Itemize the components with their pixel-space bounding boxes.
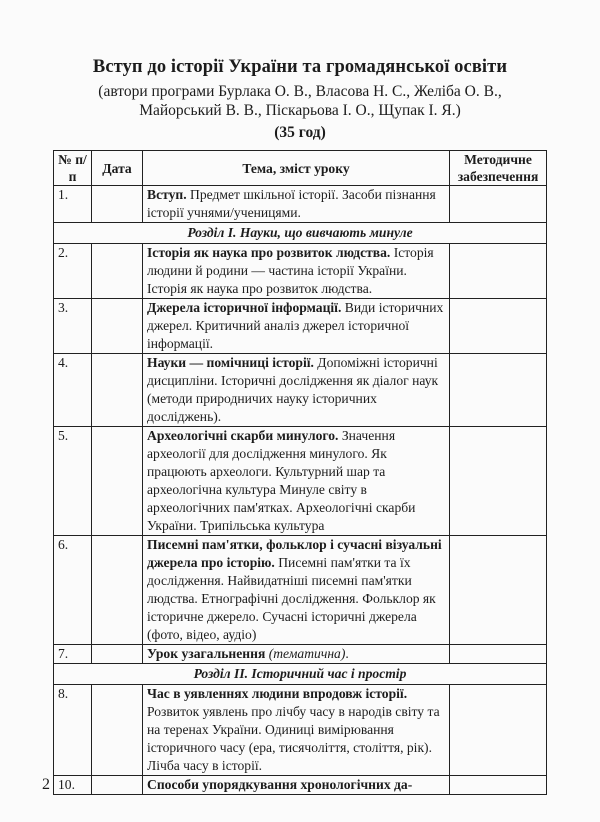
row-number: 7.	[54, 645, 92, 664]
row-date	[92, 244, 143, 299]
table-row	[54, 354, 547, 427]
header-date: Дата	[92, 151, 143, 186]
topic-heading: Науки — помічниці історії.	[147, 355, 314, 370]
row-topic	[143, 299, 450, 354]
table-row	[54, 685, 547, 776]
row-date	[92, 186, 143, 223]
row-method	[450, 685, 547, 776]
row-method	[450, 354, 547, 427]
row-date	[92, 645, 143, 664]
row-number: 1.	[54, 186, 92, 223]
row-topic	[143, 354, 450, 427]
topic-heading: Археологічні скарби минулого.	[147, 428, 339, 443]
row-topic	[143, 244, 450, 299]
topic-heading: Джерела історичної інформації.	[147, 300, 342, 315]
row-topic	[143, 186, 450, 223]
table-row	[54, 776, 547, 795]
row-date	[92, 427, 143, 536]
topic-content: .	[345, 646, 349, 661]
section-title: Розділ І. Науки, що вивчають минуле	[54, 223, 547, 244]
topic-heading: Історія як наука про розвиток людства.	[147, 245, 391, 260]
topic-heading: Вступ.	[147, 187, 187, 202]
row-number: 5.	[54, 427, 92, 536]
row-number: 8.	[54, 685, 92, 776]
topic-content: Розвиток уявлень про лічбу часу в народів світу та на теренах України. Одиниці вимірювання історичного часу (ера, тисячоліття, століття, рік). Лічба часу в історії.	[147, 704, 440, 773]
section-row	[54, 223, 547, 244]
page-title: Вступ до історії України та громадянської освіти	[92, 57, 508, 77]
header-method: Методичне забезпечення	[450, 151, 547, 186]
topic-content: Види історичних джерел. Критичний аналіз джерел історичної інформації.	[147, 300, 444, 351]
row-date	[92, 685, 143, 776]
table-row	[54, 186, 547, 223]
topic-heading: Урок узагальнення	[147, 646, 266, 661]
row-method	[450, 645, 547, 664]
topic-heading: Час в уявленнях людини впродовж історії.	[147, 686, 408, 701]
row-method	[450, 536, 547, 645]
row-date	[92, 299, 143, 354]
row-method	[450, 299, 547, 354]
table-row	[54, 244, 547, 299]
row-topic	[143, 776, 450, 795]
topic-heading: Писемні пам'ятки, фольклор і сучасні візуальні джерела про історію.	[147, 537, 442, 570]
header-num: № п/п	[54, 151, 92, 186]
section-row	[54, 664, 547, 685]
topic-content: Предмет шкільної історії. Засоби пізнання історії учнями/ученицями.	[147, 187, 436, 220]
row-topic	[143, 536, 450, 645]
row-number: 4.	[54, 354, 92, 427]
lesson-plan-table	[53, 150, 547, 795]
hours-total: (35 год)	[274, 124, 326, 141]
row-date	[92, 354, 143, 427]
table-header-row	[54, 151, 547, 186]
row-method	[450, 776, 547, 795]
topic-content: Допоміжні історичні дисципліни. Історичні дослідження як діалог наук (методи природничих науку історичних досліджень).	[147, 355, 439, 424]
table-row	[54, 645, 547, 664]
topic-content: Історія людини й родини — частина історії України. Історія як наука про розвиток людства.	[147, 245, 434, 296]
row-method	[450, 186, 547, 223]
row-method	[450, 244, 547, 299]
topic-note: (тематична)	[268, 646, 346, 661]
table-row	[54, 536, 547, 645]
topic-content: Писемні пам'ятки та їх дослідження. Найвидатніші писемні пам'ятки людства. Етнографічні дослідження. Фольклор як історичне джерело. Сучасні історичні джерела (фото, відео, аудіо)	[147, 555, 436, 642]
row-method	[450, 427, 547, 536]
topic-content: Значення археології для дослідження минулого. Як працюють археологи. Культурний шар та археологічна культура Минуле світу в археологічних пам'ятках. Археологічні скарби України. Трипільська культура	[147, 428, 416, 533]
row-date	[92, 536, 143, 645]
row-topic	[143, 645, 450, 664]
table-row	[54, 299, 547, 354]
row-number: 10.	[54, 776, 92, 795]
row-number: 6.	[54, 536, 92, 645]
row-date	[92, 776, 143, 795]
page-number: 2	[42, 776, 50, 793]
topic-heading: Способи упорядкування хронологічних да-	[147, 777, 413, 792]
header-topic: Тема, зміст уроку	[143, 151, 450, 186]
row-topic	[143, 427, 450, 536]
row-number: 3.	[54, 299, 92, 354]
section-title: Розділ ІІ. Історичний час і простір	[54, 664, 547, 685]
program-authors: (автори програми Бурлака О. В., Власова Н. С., Желіба О. В., Майорський В. В., Піскарьова І. О., Щупак І. Я.)	[98, 83, 502, 119]
row-topic	[143, 685, 450, 776]
table-row	[54, 427, 547, 536]
row-number: 2.	[54, 244, 92, 299]
